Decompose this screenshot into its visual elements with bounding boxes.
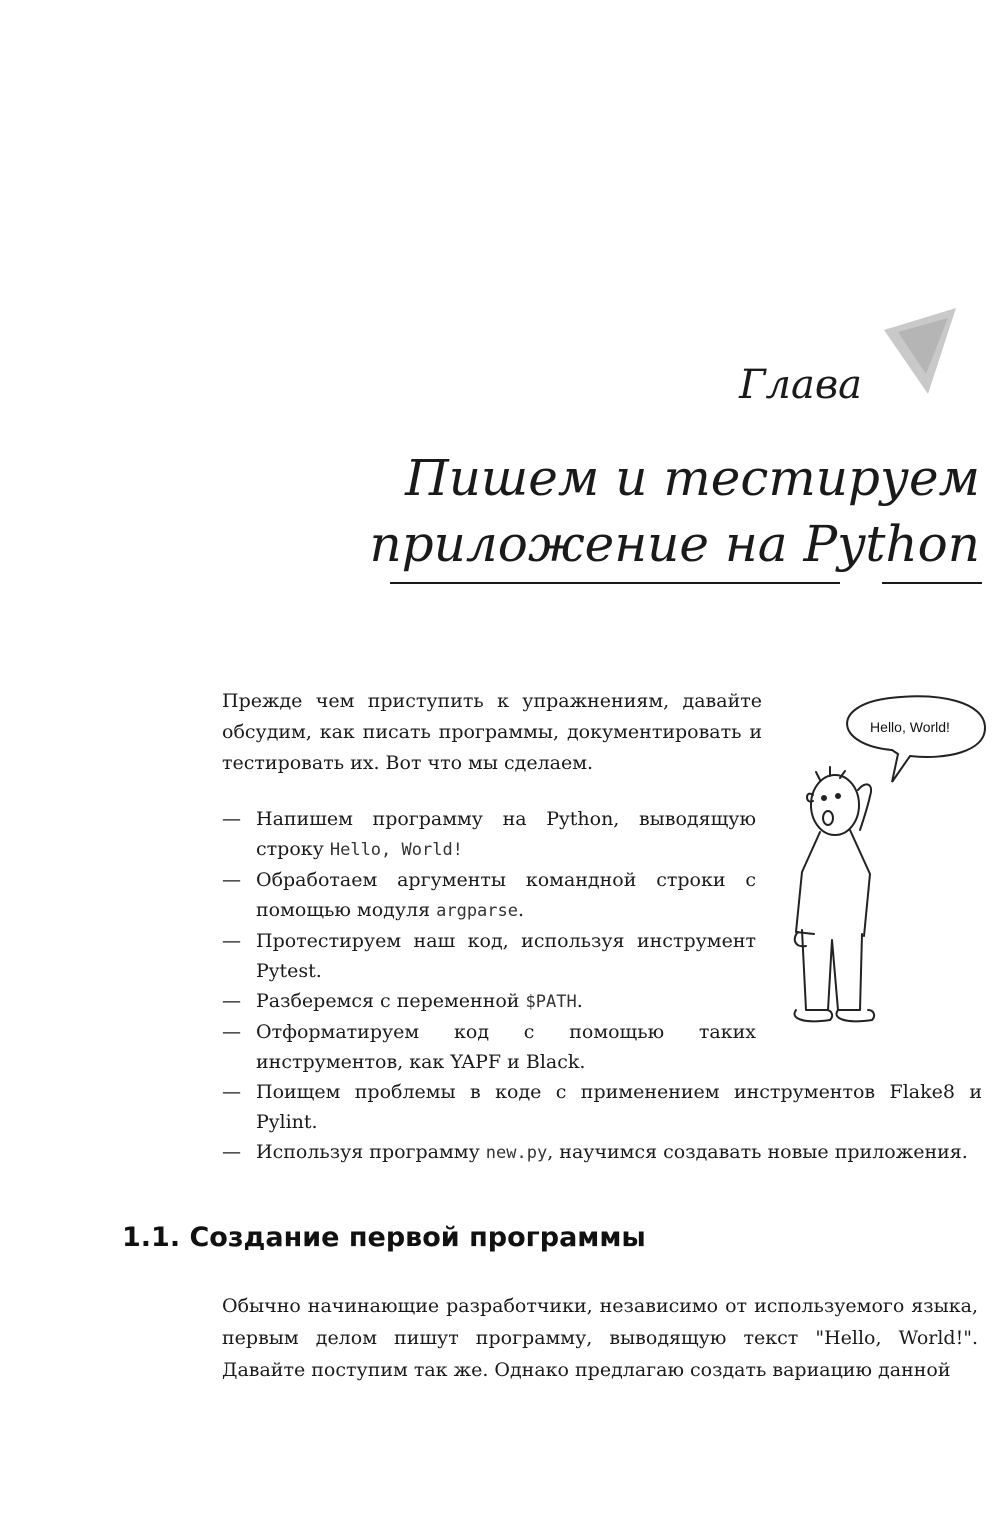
- list-dash: —: [222, 990, 241, 1012]
- list-text-end: , научимся создавать новые приложения.: [547, 1141, 968, 1163]
- list-item: [222, 804, 756, 865]
- speech-bubble: [847, 696, 985, 782]
- inline-code: Hello, World!: [329, 840, 463, 860]
- cartoon-person: [794, 767, 874, 1021]
- list-text-end: .: [576, 990, 583, 1012]
- chapter-label: Глава: [739, 362, 862, 408]
- list-text: Используя программу: [256, 1141, 486, 1163]
- inline-code: $PATH: [525, 992, 577, 1012]
- corner-decoration: [878, 308, 958, 398]
- list-dash: —: [222, 1141, 241, 1163]
- list-item: [222, 1077, 982, 1137]
- list-text: Протестируем наш код, используя инструмент Pytest.: [256, 930, 756, 982]
- intro-paragraph: Прежде чем приступить к упражнениям, давайте обсудим, как писать программы, документировать и тестировать их. Вот что мы сделаем.: [222, 690, 762, 774]
- list-text: Разберемся с переменной: [256, 990, 526, 1012]
- list-dash: —: [222, 808, 241, 830]
- speech-bubble-text: Hello, World!: [870, 719, 950, 735]
- list-item: [222, 926, 756, 986]
- list-item: [222, 1017, 756, 1077]
- list-text: Обработаем аргументы командной строки с помощью модуля: [256, 869, 756, 921]
- list-item: [222, 986, 756, 1017]
- list-text: Отформатируем код с помощью таких инструментов, как YAPF и Black.: [256, 1021, 756, 1073]
- list-text-end: .: [518, 899, 525, 921]
- title-underline-right: [882, 582, 982, 584]
- chapter-title: [369, 445, 980, 577]
- cartoon-illustration: [780, 690, 995, 1040]
- list-text: Напишем программу на Python, выводящую строку: [256, 808, 756, 860]
- list-item: [222, 1137, 982, 1168]
- list-dash: —: [222, 1021, 241, 1043]
- list-dash: —: [222, 869, 241, 891]
- list-dash: —: [222, 1081, 241, 1103]
- list-item: [222, 865, 756, 926]
- list-dash: —: [222, 930, 241, 952]
- chapter-title-line-2: приложение на Python: [369, 515, 980, 573]
- section-heading: 1.1. Создание первой программы: [122, 1222, 646, 1253]
- title-underline-left: [390, 582, 840, 584]
- inline-code: argparse: [436, 901, 518, 921]
- chapter-title-line-1: Пишем и тестируем: [405, 449, 980, 507]
- list-text: Поищем проблемы в коде с применением инструментов Flake8 и Pylint.: [256, 1081, 982, 1133]
- section-paragraph: Обычно начинающие разработчики, независимо от используемого языка, первым делом пишут программу, выводящую текст "Hello, World!". Давайте поступим так же. Однако предлагаю создать вариацию данной: [222, 1295, 978, 1381]
- inline-code: new.py: [485, 1143, 548, 1163]
